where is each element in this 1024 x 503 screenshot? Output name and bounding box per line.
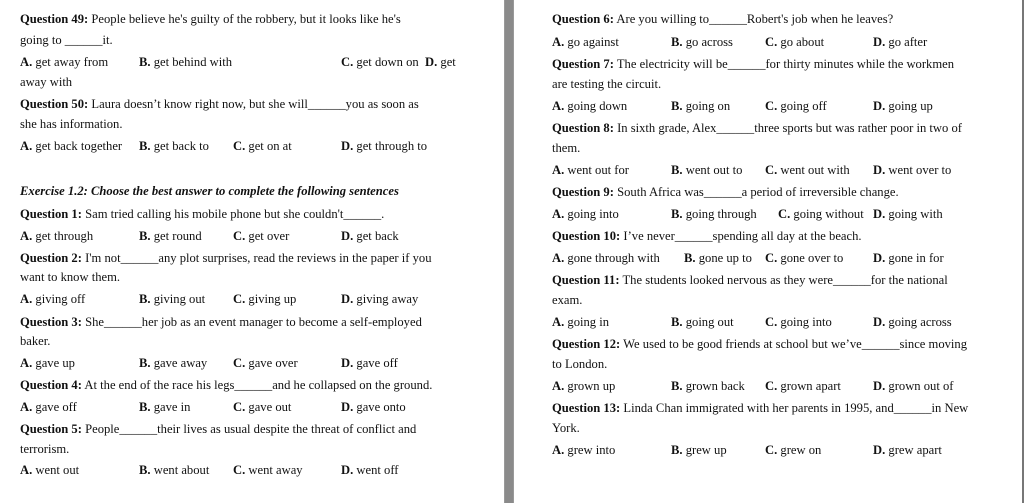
q10-option-b[interactable]: B. gone up to	[684, 251, 752, 265]
question-5: Question 5: People______their lives as usual despite the threat of conflict and	[20, 422, 417, 436]
question-13-cont: York.	[552, 421, 580, 435]
question-49: Question 49: People believe he's guilty of the robbery, but it looks like he's	[20, 12, 401, 26]
question-6: Question 6: Are you willing to______Robert's job when he leaves?	[552, 12, 894, 26]
q5-option-d[interactable]: D. went off	[341, 463, 399, 477]
q12-option-a[interactable]: A. grown up	[552, 379, 616, 393]
q13-option-b[interactable]: B. grew up	[671, 443, 727, 457]
question-50: Question 50: Laura doesn’t know right now, but she will______you as soon as	[20, 97, 419, 111]
question-11: Question 11: The students looked nervous as they were______for the national	[552, 273, 948, 287]
question-50-cont: she has information.	[20, 117, 123, 131]
question-49-cont: going to ______it.	[20, 33, 113, 47]
q3-option-d[interactable]: D. gave off	[341, 356, 398, 370]
q11-option-a[interactable]: A. going in	[552, 315, 610, 329]
q8-option-a[interactable]: A. went out for	[552, 163, 629, 177]
q7-option-b[interactable]: B. going on	[671, 99, 731, 113]
q13-option-d[interactable]: D. grew apart	[873, 443, 942, 457]
q50-option-c[interactable]: C. get on at	[233, 139, 292, 153]
q1-option-d[interactable]: D. get back	[341, 229, 399, 243]
q11-option-c[interactable]: C. going into	[765, 315, 832, 329]
q11-option-b[interactable]: B. going out	[671, 315, 734, 329]
q12-option-d[interactable]: D. grown out of	[873, 379, 954, 393]
right-page	[513, 0, 1024, 503]
question-4: Question 4: At the end of the race his legs______and he collapsed on the ground.	[20, 378, 433, 392]
q4-option-a[interactable]: A. gave off	[20, 400, 77, 414]
q12-option-b[interactable]: B. grown back	[671, 379, 745, 393]
question-12-cont: to London.	[552, 357, 608, 371]
q2-option-c[interactable]: C. giving up	[233, 292, 297, 306]
q10-option-d[interactable]: D. gone in for	[873, 251, 944, 265]
question-1: Question 1: Sam tried calling his mobile phone but she couldn't______.	[20, 207, 385, 221]
page-gutter	[505, 0, 513, 503]
q49-option-d-wrap: away with	[20, 75, 73, 89]
question-11-cont: exam.	[552, 293, 583, 307]
q5-option-a[interactable]: A. went out	[20, 463, 80, 477]
q6-option-a[interactable]: A. go against	[552, 35, 619, 49]
q1-option-a[interactable]: A. get through	[20, 229, 94, 243]
q4-option-c[interactable]: C. gave out	[233, 400, 292, 414]
q8-option-c[interactable]: C. went out with	[765, 163, 850, 177]
q7-option-c[interactable]: C. going off	[765, 99, 827, 113]
q50-option-d[interactable]: D. get through to	[341, 139, 428, 153]
q3-option-a[interactable]: A. gave up	[20, 356, 75, 370]
q2-option-d[interactable]: D. giving away	[341, 292, 419, 306]
question-12: Question 12: We used to be good friends at school but we’ve______since moving	[552, 337, 967, 351]
q50-option-a[interactable]: A. get back together	[20, 139, 123, 153]
q6-option-b[interactable]: B. go across	[671, 35, 733, 49]
q2-option-b[interactable]: B. giving out	[139, 292, 206, 306]
q12-option-c[interactable]: C. grown apart	[765, 379, 841, 393]
question-13: Question 13: Linda Chan immigrated with her parents in 1995, and______in New	[552, 401, 969, 415]
question-10: Question 10: I’ve never______spending all day at the beach.	[552, 229, 862, 243]
question-8: Question 8: In sixth grade, Alex______three sports but was rather poor in two of	[552, 121, 962, 135]
left-page	[0, 0, 505, 503]
question-7: Question 7: The electricity will be______for thirty minutes while the workmen	[552, 57, 955, 71]
q6-option-d[interactable]: D. go after	[873, 35, 928, 49]
q4-option-b[interactable]: B. gave in	[139, 400, 191, 414]
q9-option-b[interactable]: B. going through	[671, 207, 757, 221]
q8-option-d[interactable]: D. went over to	[873, 163, 952, 177]
question-8-cont: them.	[552, 141, 581, 155]
q49-option-c[interactable]: C. get down on	[341, 55, 419, 69]
q7-option-a[interactable]: A. going down	[552, 99, 628, 113]
question-2-cont: want to know them.	[20, 270, 121, 284]
q10-option-a[interactable]: A. gone through with	[552, 251, 660, 265]
question-7-cont: are testing the circuit.	[552, 77, 662, 91]
question-9: Question 9: South Africa was______a period of irreversible change.	[552, 185, 899, 199]
q3-option-c[interactable]: C. gave over	[233, 356, 298, 370]
q13-option-a[interactable]: A. grew into	[552, 443, 616, 457]
q11-option-d[interactable]: D. going across	[873, 315, 952, 329]
q3-option-b[interactable]: B. gave away	[139, 356, 208, 370]
q5-option-b[interactable]: B. went about	[139, 463, 210, 477]
question-5-cont: terrorism.	[20, 442, 70, 456]
q10-option-c[interactable]: C. gone over to	[765, 251, 844, 265]
q4-option-d[interactable]: D. gave onto	[341, 400, 406, 414]
q7-option-d[interactable]: D. going up	[873, 99, 933, 113]
exercise-heading: Exercise 1.2: Choose the best answer to complete the following sentences	[20, 184, 399, 198]
q5-option-c[interactable]: C. went away	[233, 463, 303, 477]
q49-option-d[interactable]: D. get	[425, 55, 456, 69]
question-3: Question 3: She______her job as an event manager to become a self-employed	[20, 315, 422, 329]
q6-option-c[interactable]: C. go about	[765, 35, 825, 49]
q9-option-c[interactable]: C. going without	[778, 207, 864, 221]
q49-option-a[interactable]: A. get away from	[20, 55, 109, 69]
question-3-cont: baker.	[20, 334, 51, 348]
q9-option-a[interactable]: A. going into	[552, 207, 619, 221]
q1-option-c[interactable]: C. get over	[233, 229, 290, 243]
q13-option-c[interactable]: C. grew on	[765, 443, 822, 457]
q8-option-b[interactable]: B. went out to	[671, 163, 743, 177]
question-2: Question 2: I'm not______any plot surprises, read the reviews in the paper if you	[20, 251, 432, 265]
q50-option-b[interactable]: B. get back to	[139, 139, 209, 153]
q49-option-b[interactable]: B. get behind with	[139, 55, 233, 69]
q1-option-b[interactable]: B. get round	[139, 229, 202, 243]
q9-option-d[interactable]: D. going with	[873, 207, 943, 221]
q2-option-a[interactable]: A. giving off	[20, 292, 86, 306]
